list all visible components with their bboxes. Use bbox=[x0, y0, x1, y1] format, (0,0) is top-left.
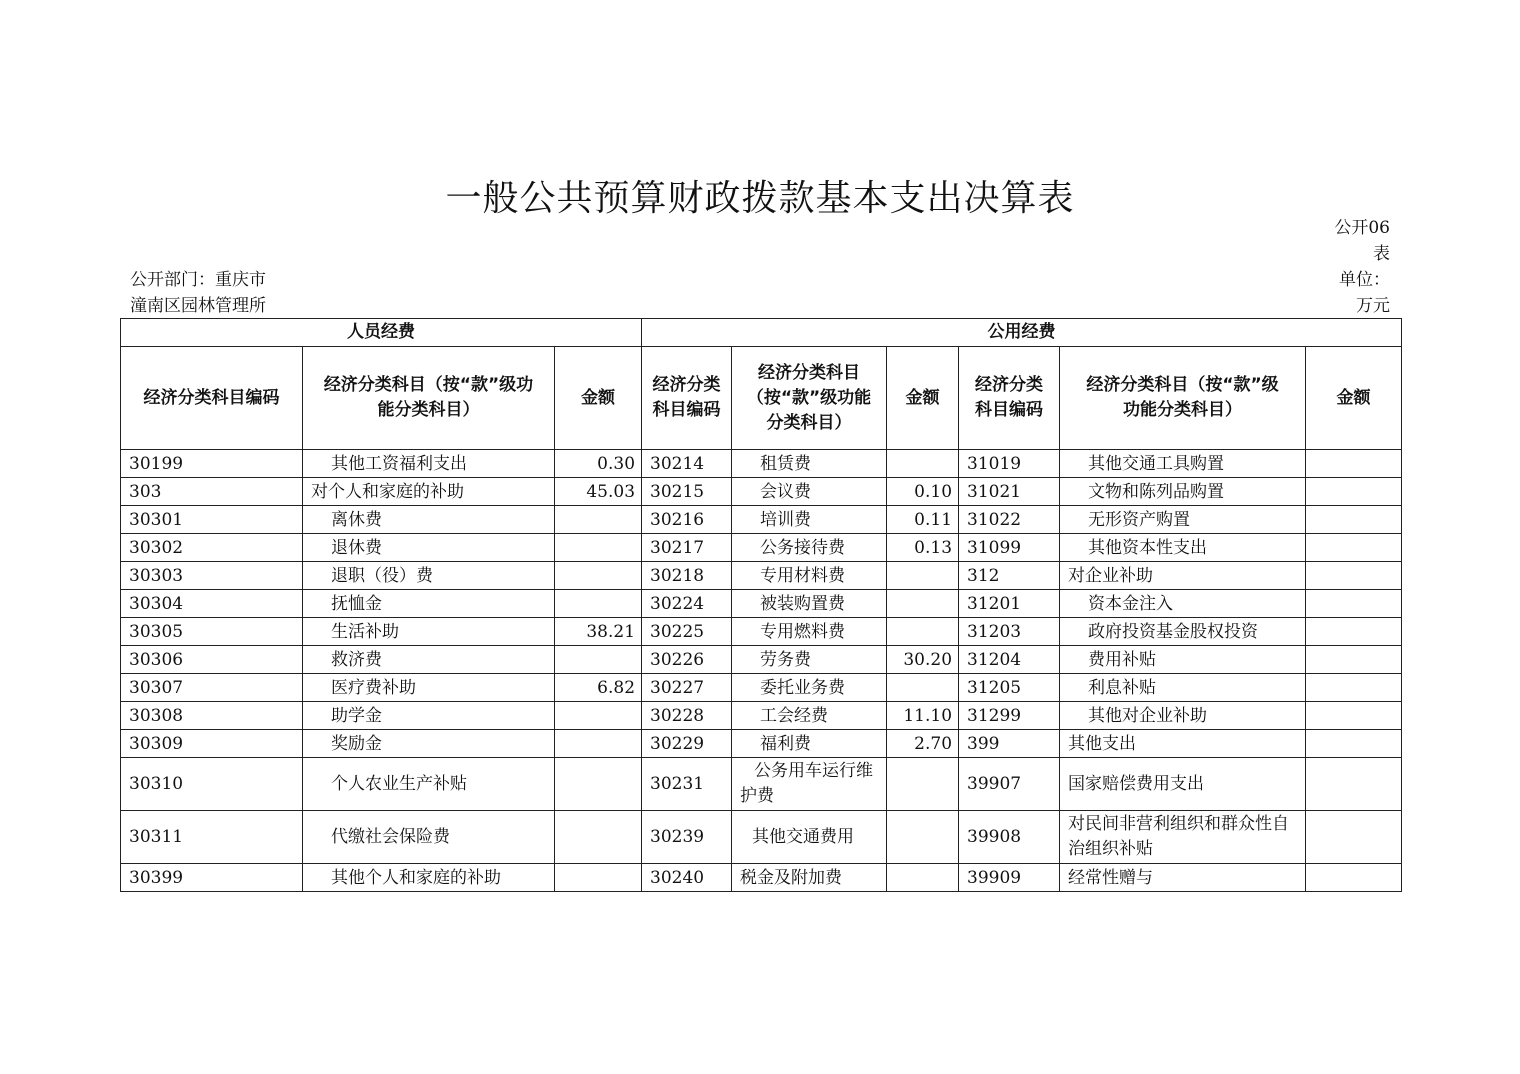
cell-amount bbox=[555, 811, 642, 864]
table-row bbox=[121, 646, 1402, 674]
cell-name: 生活补助 bbox=[303, 618, 555, 646]
table-row bbox=[121, 864, 1402, 892]
form-number-line-1: 公开06 bbox=[1334, 218, 1390, 238]
cell-name-c: 文物和陈列品购置 bbox=[1060, 478, 1306, 506]
unit-line-2: 万元 bbox=[1356, 296, 1390, 316]
table-row bbox=[121, 562, 1402, 590]
cell-code-b: 30225 bbox=[642, 618, 732, 646]
cell-code: 30307 bbox=[121, 674, 303, 702]
cell-name: 助学金 bbox=[303, 702, 555, 730]
cell-code: 30309 bbox=[121, 730, 303, 758]
cell-name-c: 其他资本性支出 bbox=[1060, 534, 1306, 562]
cell-name-b: 专用材料费 bbox=[732, 562, 887, 590]
cell-amount-b: 0.13 bbox=[887, 534, 959, 562]
cell-code-c: 31021 bbox=[959, 478, 1060, 506]
cell-amount-c bbox=[1306, 534, 1402, 562]
cell-code-b: 30216 bbox=[642, 506, 732, 534]
cell-amount-b bbox=[887, 590, 959, 618]
cell-code-c: 31204 bbox=[959, 646, 1060, 674]
unit-label bbox=[1339, 267, 1390, 319]
cell-code-c: 39907 bbox=[959, 758, 1060, 811]
cell-name: 退休费 bbox=[303, 534, 555, 562]
cell-amount bbox=[555, 562, 642, 590]
cell-name-c: 国家赔偿费用支出 bbox=[1060, 758, 1306, 811]
table-row bbox=[121, 478, 1402, 506]
header-code: 经济分类科目编码 bbox=[121, 347, 303, 450]
cell-name-b: 被装购置费 bbox=[732, 590, 887, 618]
cell-code-b: 30214 bbox=[642, 450, 732, 478]
form-number bbox=[1334, 215, 1390, 267]
cell-code: 30199 bbox=[121, 450, 303, 478]
cell-code-c: 31019 bbox=[959, 450, 1060, 478]
cell-code-b: 30218 bbox=[642, 562, 732, 590]
cell-name-c: 其他对企业补助 bbox=[1060, 702, 1306, 730]
cell-amount-b bbox=[887, 562, 959, 590]
cell-amount: 38.21 bbox=[555, 618, 642, 646]
cell-code: 30310 bbox=[121, 758, 303, 811]
header-amount-b: 金额 bbox=[887, 347, 959, 450]
table-row bbox=[121, 674, 1402, 702]
cell-code-b: 30240 bbox=[642, 864, 732, 892]
cell-code-b: 30217 bbox=[642, 534, 732, 562]
header-amount-c: 金额 bbox=[1306, 347, 1402, 450]
cell-name-b: 公务接待费 bbox=[732, 534, 887, 562]
table-row bbox=[121, 730, 1402, 758]
cell-name-b: 福利费 bbox=[732, 730, 887, 758]
cell-code: 30303 bbox=[121, 562, 303, 590]
cell-code-c: 31203 bbox=[959, 618, 1060, 646]
cell-name-c: 费用补贴 bbox=[1060, 646, 1306, 674]
cell-amount: 6.82 bbox=[555, 674, 642, 702]
cell-code: 30301 bbox=[121, 506, 303, 534]
table-row bbox=[121, 758, 1402, 811]
cell-amount-c bbox=[1306, 758, 1402, 811]
cell-name-b: 培训费 bbox=[732, 506, 887, 534]
cell-name-c: 政府投资基金股权投资 bbox=[1060, 618, 1306, 646]
cell-code-b: 30228 bbox=[642, 702, 732, 730]
cell-name: 救济费 bbox=[303, 646, 555, 674]
unit-line-1: 单位： bbox=[1339, 270, 1390, 290]
cell-name-b: 会议费 bbox=[732, 478, 887, 506]
cell-code: 30311 bbox=[121, 811, 303, 864]
cell-code: 303 bbox=[121, 478, 303, 506]
page-title: 一般公共预算财政拨款基本支出决算表 bbox=[445, 178, 1075, 219]
cell-name-c: 其他交通工具购置 bbox=[1060, 450, 1306, 478]
cell-amount-b bbox=[887, 674, 959, 702]
header-amount: 金额 bbox=[555, 347, 642, 450]
cell-code-c: 31205 bbox=[959, 674, 1060, 702]
form-number-line-2: 表 bbox=[1373, 244, 1390, 264]
cell-name-b: 其他交通费用 bbox=[732, 811, 887, 864]
cell-name-b: 劳务费 bbox=[732, 646, 887, 674]
cell-code: 30302 bbox=[121, 534, 303, 562]
cell-amount bbox=[555, 590, 642, 618]
cell-amount bbox=[555, 506, 642, 534]
cell-name-b: 租赁费 bbox=[732, 450, 887, 478]
cell-code-c: 31022 bbox=[959, 506, 1060, 534]
header-name-c: 经济分类科目（按“款”级功能分类科目） bbox=[1060, 347, 1306, 450]
header-name: 经济分类科目（按“款”级功能分类科目） bbox=[303, 347, 555, 450]
cell-code-c: 39909 bbox=[959, 864, 1060, 892]
department-label bbox=[130, 267, 266, 319]
cell-name: 其他工资福利支出 bbox=[303, 450, 555, 478]
cell-name: 离休费 bbox=[303, 506, 555, 534]
cell-amount bbox=[555, 534, 642, 562]
cell-name: 退职（役）费 bbox=[303, 562, 555, 590]
cell-amount-c bbox=[1306, 450, 1402, 478]
cell-code-b: 30215 bbox=[642, 478, 732, 506]
cell-amount-c bbox=[1306, 646, 1402, 674]
cell-code-b: 30224 bbox=[642, 590, 732, 618]
cell-amount-b: 30.20 bbox=[887, 646, 959, 674]
cell-amount bbox=[555, 864, 642, 892]
cell-amount-c bbox=[1306, 478, 1402, 506]
cell-code-c: 312 bbox=[959, 562, 1060, 590]
table-row bbox=[121, 590, 1402, 618]
cell-code-b: 30239 bbox=[642, 811, 732, 864]
cell-name: 抚恤金 bbox=[303, 590, 555, 618]
cell-code-b: 30229 bbox=[642, 730, 732, 758]
cell-code: 30304 bbox=[121, 590, 303, 618]
table-row bbox=[121, 618, 1402, 646]
cell-name-b: 工会经费 bbox=[732, 702, 887, 730]
cell-amount-b bbox=[887, 758, 959, 811]
cell-code-c: 399 bbox=[959, 730, 1060, 758]
cell-name-c: 经常性赠与 bbox=[1060, 864, 1306, 892]
table-body bbox=[121, 450, 1402, 892]
cell-amount bbox=[555, 646, 642, 674]
cell-code: 30308 bbox=[121, 702, 303, 730]
cell-code: 30305 bbox=[121, 618, 303, 646]
cell-amount-b: 0.11 bbox=[887, 506, 959, 534]
cell-name-c: 无形资产购置 bbox=[1060, 506, 1306, 534]
header-code-c: 经济分类科目编码 bbox=[959, 347, 1060, 450]
cell-name-c: 资本金注入 bbox=[1060, 590, 1306, 618]
cell-amount-c bbox=[1306, 702, 1402, 730]
cell-amount-c bbox=[1306, 506, 1402, 534]
cell-amount bbox=[555, 730, 642, 758]
cell-name: 代缴社会保险费 bbox=[303, 811, 555, 864]
cell-name-b: 委托业务费 bbox=[732, 674, 887, 702]
cell-amount-b bbox=[887, 864, 959, 892]
cell-amount-c bbox=[1306, 562, 1402, 590]
cell-code-c: 31099 bbox=[959, 534, 1060, 562]
cell-amount-b bbox=[887, 811, 959, 864]
cell-code-c: 31201 bbox=[959, 590, 1060, 618]
cell-name: 对个人和家庭的补助 bbox=[303, 478, 555, 506]
cell-amount: 45.03 bbox=[555, 478, 642, 506]
cell-code-b: 30227 bbox=[642, 674, 732, 702]
cell-amount bbox=[555, 758, 642, 811]
cell-name: 个人农业生产补贴 bbox=[303, 758, 555, 811]
cell-amount-c bbox=[1306, 811, 1402, 864]
table-row bbox=[121, 450, 1402, 478]
cell-name-b: 税金及附加费 bbox=[732, 864, 887, 892]
cell-amount-b: 2.70 bbox=[887, 730, 959, 758]
group-public: 公用经费 bbox=[642, 319, 1402, 347]
cell-name: 奖励金 bbox=[303, 730, 555, 758]
cell-amount-b: 11.10 bbox=[887, 702, 959, 730]
cell-amount-c bbox=[1306, 618, 1402, 646]
cell-code-b: 30231 bbox=[642, 758, 732, 811]
cell-name-b: 专用燃料费 bbox=[732, 618, 887, 646]
cell-amount-b bbox=[887, 618, 959, 646]
department-line-2: 潼南区园林管理所 bbox=[130, 296, 266, 316]
cell-amount-c bbox=[1306, 590, 1402, 618]
cell-name-c: 利息补贴 bbox=[1060, 674, 1306, 702]
cell-amount-c bbox=[1306, 730, 1402, 758]
header-name-b: 经济分类科目（按“款”级功能分类科目） bbox=[732, 347, 887, 450]
cell-amount bbox=[555, 702, 642, 730]
cell-code: 30399 bbox=[121, 864, 303, 892]
cell-name: 医疗费补助 bbox=[303, 674, 555, 702]
cell-amount-c bbox=[1306, 864, 1402, 892]
department-line-1: 公开部门：重庆市 bbox=[130, 270, 266, 290]
cell-amount: 0.30 bbox=[555, 450, 642, 478]
cell-name-b: 公务用车运行维护费 bbox=[732, 758, 887, 811]
table-row bbox=[121, 506, 1402, 534]
group-header-row bbox=[121, 319, 1402, 347]
cell-code-c: 31299 bbox=[959, 702, 1060, 730]
cell-amount-b bbox=[887, 450, 959, 478]
table-row bbox=[121, 534, 1402, 562]
cell-name: 其他个人和家庭的补助 bbox=[303, 864, 555, 892]
cell-name-c: 对民间非营利组织和群众性自治组织补贴 bbox=[1060, 811, 1306, 864]
cell-code-b: 30226 bbox=[642, 646, 732, 674]
cell-amount-c bbox=[1306, 674, 1402, 702]
cell-code-c: 39908 bbox=[959, 811, 1060, 864]
cell-amount-b: 0.10 bbox=[887, 478, 959, 506]
group-personnel: 人员经费 bbox=[121, 319, 642, 347]
cell-name-c: 其他支出 bbox=[1060, 730, 1306, 758]
cell-code: 30306 bbox=[121, 646, 303, 674]
cell-name-c: 对企业补助 bbox=[1060, 562, 1306, 590]
expenditure-table bbox=[120, 318, 1402, 892]
column-header-row bbox=[121, 347, 1402, 450]
table-row bbox=[121, 702, 1402, 730]
header-code-b: 经济分类科目编码 bbox=[642, 347, 732, 450]
table-row bbox=[121, 811, 1402, 864]
